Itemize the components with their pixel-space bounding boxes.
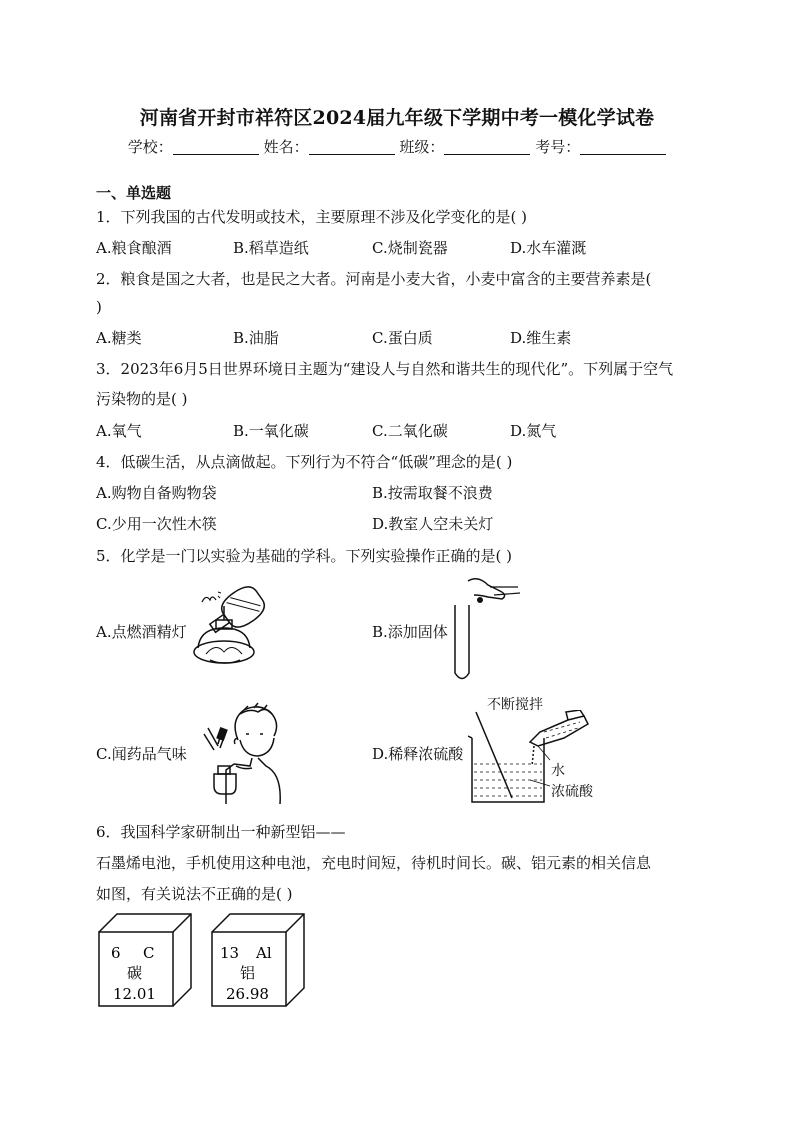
q4-option-b: B.按需取餐不浪费	[372, 484, 493, 502]
smelling-chemical-illustration	[200, 700, 286, 805]
exam-title: 河南省开封市祥符区2024届九年级下学期中考一模化学试卷	[139, 107, 655, 129]
aluminum-element-card	[210, 912, 306, 1008]
q1-option-d: D.水车灌溉	[510, 239, 587, 257]
stir-label: 不断搅拌	[487, 697, 543, 713]
q2-option-c: C.蛋白质	[372, 329, 433, 347]
q6-stem-cont2: 如图，有关说法不正确的是( )	[96, 885, 293, 903]
name-blank	[309, 140, 395, 155]
class-blank	[444, 140, 530, 155]
aluminum-name: 铝	[240, 964, 256, 982]
carbon-element-card	[97, 912, 193, 1008]
q6-stem-cont1: 石墨烯电池，手机使用这种电池，充电时间短，待机时间长。碳、铝元素的相关信息	[96, 854, 652, 872]
q2-stem-cont: )	[96, 298, 102, 316]
q4-option-d: D.教室人空未关灯	[372, 515, 494, 533]
q1-option-b: B.稻草造纸	[233, 239, 309, 257]
test-tube-solid-illustration	[450, 573, 525, 685]
q5-stem: 5．化学是一门以实验为基础的学科。下列实验操作正确的是( )	[96, 547, 513, 565]
school-label: 学校：	[127, 138, 173, 156]
dilution-beaker-illustration	[468, 710, 596, 806]
q3-stem-cont: 污染物的是( )	[96, 390, 188, 408]
q1-option-c: C.烧制瓷器	[372, 239, 448, 257]
q1-stem: 1．下列我国的古代发明或技术，主要原理不涉及化学变化的是( )	[96, 208, 528, 226]
water-label: 水	[551, 763, 565, 779]
q4-option-c: C.少用一次性木筷	[96, 515, 217, 533]
q2-option-a: A.糖类	[96, 329, 142, 347]
exam-number-blank	[580, 140, 666, 155]
q3-option-b: B.一氧化碳	[233, 422, 309, 440]
q3-option-a: A.氧气	[96, 422, 142, 440]
school-blank	[173, 140, 259, 155]
carbon-name: 碳	[127, 964, 143, 982]
q4-option-a: A.购物自备购物袋	[96, 484, 217, 502]
q4-stem: 4．低碳生活，从点滴做起。下列行为不符合“低碳”理念的是( )	[96, 453, 513, 471]
q5-option-b: B.添加固体	[372, 623, 448, 641]
alcohol-lamp-illustration	[188, 582, 284, 672]
carbon-symbol: C	[143, 944, 155, 962]
q6-stem: 6．我国科学家研制出一种新型铝——	[96, 823, 346, 841]
name-label: 姓名：	[263, 138, 309, 156]
q2-option-d: D.维生素	[510, 329, 572, 347]
aluminum-number: 13	[220, 944, 240, 962]
q3-option-c: C.二氧化碳	[372, 422, 448, 440]
q5-option-c: C.闻药品气味	[96, 745, 187, 763]
class-label: 班级：	[399, 138, 445, 156]
q3-option-d: D.氮气	[510, 422, 557, 440]
q5-option-a: A.点燃酒精灯	[96, 623, 187, 641]
student-info-line	[0, 136, 794, 157]
q2-stem: 2．粮食是国之大者，也是民之大者。河南是小麦大省，小麦中富含的主要营养素是(	[96, 270, 652, 288]
q3-stem: 3．2023年6月5日世界环境日主题为“建设人与自然和谐共生的现代化”。下列属于空气	[96, 360, 674, 378]
carbon-number: 6	[111, 944, 121, 962]
exam-number-label: 考号：	[535, 138, 581, 156]
aluminum-symbol: Al	[256, 944, 272, 962]
q2-option-b: B.油脂	[233, 329, 279, 347]
q1-option-a: A.粮食酿酒	[96, 239, 172, 257]
q5-option-d: D.稀释浓硫酸	[372, 745, 464, 763]
carbon-mass: 12.01	[113, 985, 156, 1003]
section-heading: 一、单选题	[96, 184, 172, 202]
aluminum-mass: 26.98	[226, 985, 269, 1003]
acid-label: 浓硫酸	[551, 784, 593, 800]
